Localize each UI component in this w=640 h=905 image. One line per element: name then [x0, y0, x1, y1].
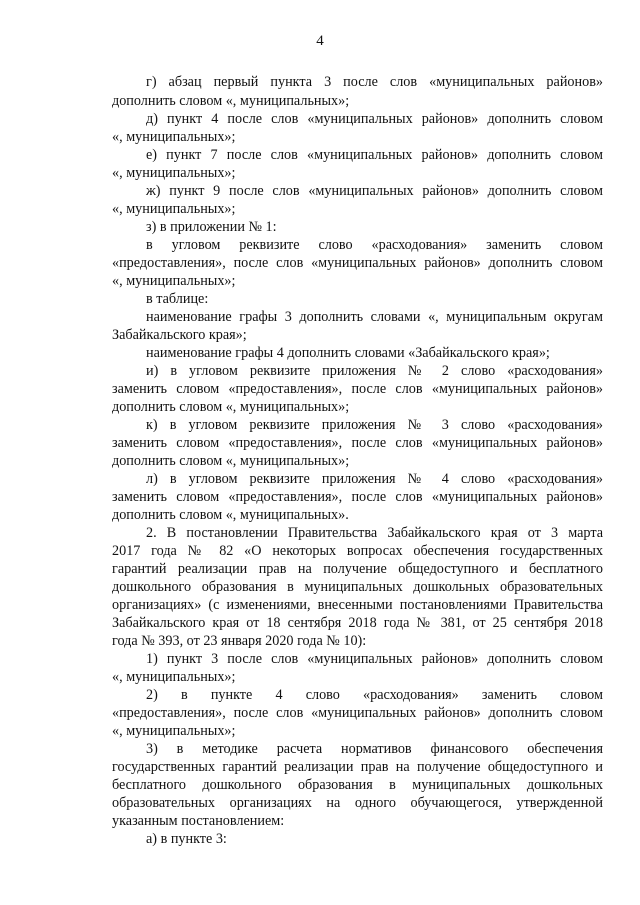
- text-line: указанным постановлением:: [112, 813, 285, 829]
- text-line: 2. В постановлении Правительства Забайкальского края от 3 марта: [146, 525, 603, 541]
- text-line: заменить словом «предоставления», после слов «муниципальных районов»: [112, 435, 603, 451]
- text-line: к) в угловом реквизите приложения № 3 слово «расходования»: [146, 417, 603, 433]
- text-line: 3) в методике расчета нормативов финансового обеспечения: [146, 741, 603, 757]
- text-line: дополнить словом «, муниципальных»;: [112, 399, 350, 415]
- text-line: ж) пункт 9 после слов «муниципальных районов» дополнить словом: [146, 183, 603, 199]
- text-line: Забайкальского края»;: [112, 327, 247, 343]
- text-line: дополнить словом «, муниципальных»;: [112, 453, 350, 469]
- text-line: «, муниципальных»;: [112, 669, 236, 685]
- text-line: и) в угловом реквизите приложения № 2 слово «расходования»: [146, 363, 603, 379]
- text-line: «предоставления», после слов «муниципальных районов» дополнить словом: [112, 705, 603, 721]
- text-line: года № 393, от 23 января 2020 года № 10):: [112, 633, 367, 649]
- text-line: в угловом реквизите слово «расходования» заменить словом: [146, 237, 603, 253]
- text-line: наименование графы 3 дополнить словами «, муниципальным округам: [146, 309, 603, 325]
- text-line: заменить словом «предоставления», после слов «муниципальных районов»: [112, 381, 603, 397]
- text-line: наименование графы 4 дополнить словами «Забайкальского края»;: [146, 345, 550, 361]
- text-line: гарантий реализации прав на получение общедоступного и бесплатного: [112, 561, 603, 577]
- text-line: образовательных организациях на одного обучающегося, утвержденной: [112, 795, 603, 811]
- text-line: дошкольного образования в муниципальных дошкольных образовательных: [112, 579, 603, 595]
- text-line: а) в пункте 3:: [146, 831, 227, 847]
- text-line: з) в приложении № 1:: [146, 219, 277, 235]
- text-line: е) пункт 7 после слов «муниципальных районов» дополнить словом: [146, 147, 603, 163]
- text-line: г) абзац первый пункта 3 после слов «муниципальных районов»: [146, 74, 603, 90]
- text-line: в таблице:: [146, 291, 209, 307]
- text-line: д) пункт 4 после слов «муниципальных районов» дополнить словом: [146, 111, 603, 127]
- text-line: «предоставления», после слов «муниципальных районов» дополнить словом: [112, 255, 603, 271]
- text-line: дополнить словом «, муниципальных».: [112, 507, 349, 523]
- text-line: дополнить словом «, муниципальных»;: [112, 93, 350, 109]
- page-number: 4: [316, 33, 324, 49]
- text-line: бесплатного дошкольного образования в муниципальных дошкольных: [112, 777, 603, 793]
- text-line: заменить словом «предоставления», после слов «муниципальных районов»: [112, 489, 603, 505]
- text-line: «, муниципальных»;: [112, 129, 236, 145]
- text-line: «, муниципальных»;: [112, 201, 236, 217]
- text-line: 2) в пункте 4 слово «расходования» заменить словом: [146, 687, 603, 703]
- text-line: л) в угловом реквизите приложения № 4 слово «расходования»: [146, 471, 603, 487]
- text-line: 1) пункт 3 после слов «муниципальных районов» дополнить словом: [146, 651, 603, 667]
- text-line: организациях» (с изменениями, внесенными постановлениями Правительства: [112, 597, 603, 613]
- text-line: «, муниципальных»;: [112, 165, 236, 181]
- text-line: 2017 года № 82 «О некоторых вопросах обеспечения государственных: [112, 543, 603, 559]
- text-line: «, муниципальных»;: [112, 723, 236, 739]
- text-line: «, муниципальных»;: [112, 273, 236, 289]
- text-line: Забайкальского края от 18 сентября 2018 года № 381, от 25 сентября 2018: [112, 615, 603, 631]
- text-line: государственных гарантий реализации прав на получение общедоступного и: [112, 759, 603, 775]
